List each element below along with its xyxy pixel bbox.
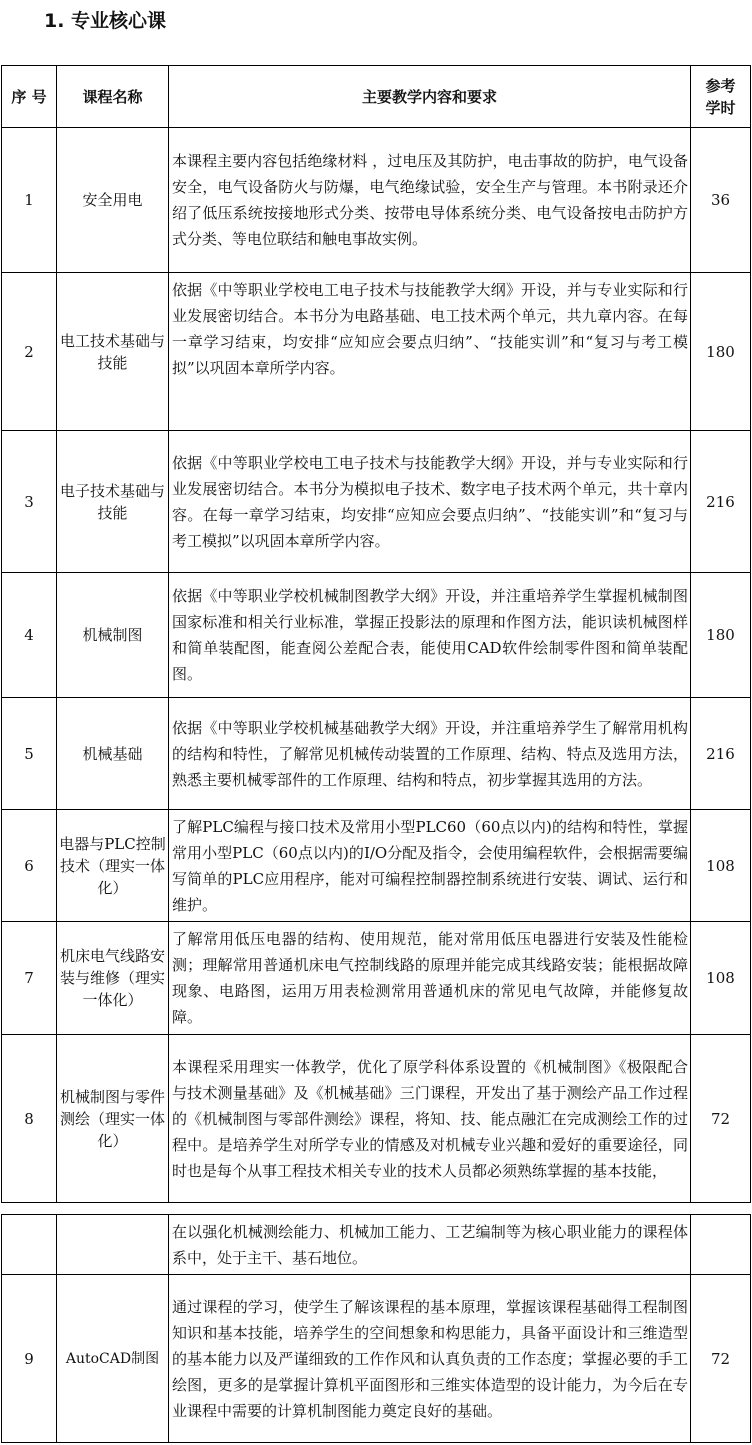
header-content: 主要教学内容和要求 (169, 66, 691, 128)
row-index: 9 (2, 1275, 57, 1443)
table-row (2, 1035, 751, 1203)
row-index: 7 (2, 922, 57, 1035)
row-name (57, 1215, 169, 1275)
row-index: 3 (2, 431, 57, 573)
row-content: 了解PLC编程与接口技术及常用小型PLC60（60点以内)的结构和特性，掌握常用小型PLC（60点以内)的I/O分配及指令，会使用编程软件，会根据需要编写简单的PLC应用程序，能对可编程控制器控制系统进行安装、调试、运行和维护。 (169, 810, 691, 922)
table-row (2, 698, 751, 810)
row-content: 本课程主要内容包括绝缘材料 ，过电压及其防护，电击事故的防护，电气设备安全，电气设备防火与防爆，电气绝缘试验，安全生产与管理。本书附录还介绍了低压系统按接地形式分类、按带电导体系统分类、电气设备按电击防护方式分类、等电位联结和触电事故实例。 (169, 128, 691, 273)
row-index: 5 (2, 698, 57, 810)
row-hours: 72 (691, 1035, 751, 1203)
row-name: AutoCAD制图 (57, 1275, 169, 1443)
row-hours (691, 1215, 751, 1275)
table-row (2, 431, 751, 573)
core-course-table-continued (1, 1214, 751, 1443)
row-hours: 72 (691, 1275, 751, 1443)
table-row (2, 573, 751, 698)
row-hours: 108 (691, 922, 751, 1035)
table-row (2, 1275, 751, 1443)
row-name: 电子技术基础与技能 (57, 431, 169, 573)
row-index: 2 (2, 273, 57, 431)
row-hours: 180 (691, 273, 751, 431)
row-index: 6 (2, 810, 57, 922)
table-row (2, 922, 751, 1035)
row-index: 4 (2, 573, 57, 698)
row-index (2, 1215, 57, 1275)
row-content: 依据《中等职业学校电工电子技术与技能教学大纲》开设，并与专业实际和行业发展密切结合。本书分为电路基础、电工技术两个单元，共九章内容。在每一章学习结束，均安排“应知应会要点归纳”、“技能实训”和“复习与考工模拟”以巩固本章所学内容。 (169, 273, 691, 431)
header-row (2, 66, 751, 128)
row-content: 依据《中等职业学校机械基础教学大纲》开设，并注重培养学生了解常用机构的结构和特性，了解常见机械传动装置的工作原理、结构、特点及选用方法，熟悉主要机械零部件的工作原理、结构和特点，初步掌握其选用的方法。 (169, 698, 691, 810)
table-row (2, 810, 751, 922)
table-row-continued (2, 1215, 751, 1275)
row-content: 依据《中等职业学校机械制图教学大纲》开设，并注重培养学生掌握机械制图国家标准和相关行业标准，掌握正投影法的原理和作图方法，能识读机械图样和简单装配图，能查阅公差配合表，能使用CAD软件绘制零件图和简单装配图。 (169, 573, 691, 698)
row-hours: 180 (691, 573, 751, 698)
row-content: 了解常用低压电器的结构、使用规范，能对常用低压电器进行安装及性能检测；理解常用普通机床电气控制线路的原理并能完成其线路安装；能根据故障现象、电路图，运用万用表检测常用普通机床的常见电气故障，并能修复故障。 (169, 922, 691, 1035)
row-content: 通过课程的学习，使学生了解该课程的基本原理，掌握该课程基础得工程制图知识和基本技能，培养学生的空间想象和构思能力，具备平面设计和三维造型的基本能力以及严谨细致的工作作风和认真负责的工作态度；掌握必要的手工绘图，更多的是掌握计算机平面图形和三维实体造型的设计能力，为今后在专业课程中需要的计算机制图能力奠定良好的基础。 (169, 1275, 691, 1443)
header-name: 课程名称 (57, 66, 169, 128)
header-index: 序 号 (2, 66, 57, 128)
row-content: 依据《中等职业学校电工电子技术与技能教学大纲》开设，并与专业实际和行业发展密切结合。本书分为模拟电子技术、数字电子技术两个单元，共十章内容。在每一章学习结束，均安排“应知应会要点归纳”、“技能实训”和“复习与考工模拟”以巩固本章所学内容。 (169, 431, 691, 573)
row-hours: 216 (691, 431, 751, 573)
row-hours: 36 (691, 128, 751, 273)
row-name: 电工技术基础与技能 (57, 273, 169, 431)
core-course-table (1, 65, 751, 1203)
row-name: 机械制图 (57, 573, 169, 698)
row-name: 机床电气线路安装与维修（理实一体化） (57, 922, 169, 1035)
table-row (2, 273, 751, 431)
row-hours: 216 (691, 698, 751, 810)
row-name: 电器与PLC控制技术（理实一体化） (57, 810, 169, 922)
row-content: 本课程采用理实一体教学，优化了原学科体系设置的《机械制图》《极限配合与技术测量基础》及《机械基础》三门课程，开发出了基于测绘产品工作过程的《机械制图与零部件测绘》课程，将知、技、能点融汇在完成测绘工作的过程中。是培养学生对所学专业的情感及对机械专业兴趣和爱好的重要途径，同时也是每个从事工程技术相关专业的技术人员都必须熟练掌握的基本技能， (169, 1035, 691, 1203)
row-name: 机械制图与零件测绘（理实一体化） (57, 1035, 169, 1203)
header-hours: 参考学时 (691, 66, 751, 128)
section-heading: 1. 专业核心课 (44, 10, 167, 32)
table-row (2, 128, 751, 273)
row-hours: 108 (691, 810, 751, 922)
row-content: 在以强化机械测绘能力、机械加工能力、工艺编制等为核心职业能力的课程体系中，处于主干、基石地位。 (169, 1215, 691, 1275)
row-index: 8 (2, 1035, 57, 1203)
row-name: 机械基础 (57, 698, 169, 810)
row-name: 安全用电 (57, 128, 169, 273)
row-index: 1 (2, 128, 57, 273)
